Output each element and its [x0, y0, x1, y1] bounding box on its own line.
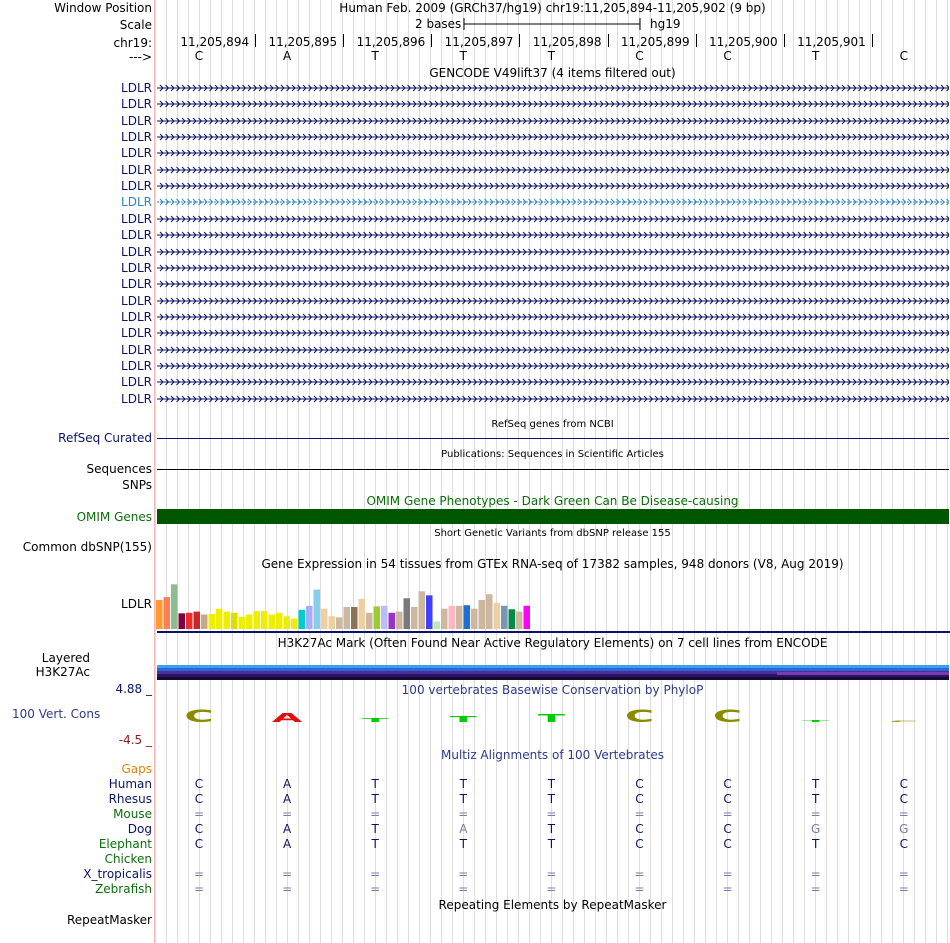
gtex-tissue-bar[interactable] [216, 609, 223, 629]
gencode-transcript[interactable] [157, 214, 949, 224]
gencode-transcript-label[interactable]: LDLR [121, 391, 152, 406]
multiz-base: = [193, 867, 205, 881]
gencode-transcript-label[interactable]: LDLR [121, 97, 152, 112]
publications-line[interactable] [157, 469, 949, 470]
multiz-base: = [898, 807, 909, 821]
gtex-tissue-bar[interactable] [419, 591, 426, 629]
multiz-base: = [634, 882, 645, 896]
gencode-transcript-label[interactable]: LDLR [121, 244, 152, 259]
multiz-base: G [899, 822, 909, 836]
scale-text: 2 bases [415, 17, 462, 31]
gtex-tissue-bar[interactable] [381, 606, 388, 629]
publications-title: Publications: Sequences in Scientific Articles [441, 449, 664, 460]
phylop-logo-letter: T [361, 716, 389, 724]
gtex-tissue-bar[interactable] [479, 600, 486, 629]
gencode-transcript[interactable] [157, 296, 949, 306]
multiz-base: A [459, 822, 468, 836]
gtex-tissue-bar[interactable] [411, 607, 418, 629]
gtex-tissue-bar[interactable] [239, 617, 246, 629]
multiz-base: C [635, 837, 644, 851]
multiz-base: = [546, 882, 557, 896]
coordinate-label: 11,205,899 [620, 35, 690, 49]
gtex-tissue-bar[interactable] [471, 609, 478, 629]
scale-label: Scale [119, 18, 152, 32]
gencode-transcript[interactable] [157, 83, 949, 93]
reference-base: T [459, 49, 467, 63]
gtex-tissue-bar[interactable] [359, 599, 366, 629]
multiz-base: C [194, 822, 204, 836]
gencode-transcript-label[interactable]: LDLR [121, 81, 152, 95]
coordinate-label: 11,205,900 [708, 35, 778, 49]
repeatmasker-label[interactable]: RepeatMasker [66, 913, 152, 927]
gencode-transcript-label[interactable]: LDLR [121, 211, 152, 226]
multiz-base: = [282, 867, 293, 881]
multiz-base: C [723, 777, 732, 791]
multiz-base: C [194, 792, 204, 806]
reference-base: C [899, 49, 908, 63]
multiz-base: A [282, 792, 292, 806]
gtex-tissue-bar[interactable] [201, 615, 208, 630]
gtex-tissue-bar[interactable] [291, 619, 298, 629]
gencode-transcript[interactable] [157, 116, 949, 126]
gtex-tissue-bar[interactable] [516, 612, 523, 629]
gtex-tissue-bar[interactable] [501, 606, 508, 629]
multiz-species-label[interactable]: Rhesus [108, 792, 152, 806]
phylop-label[interactable]: 100 Vert. Cons [12, 707, 101, 721]
multiz-base: = [370, 867, 381, 881]
multiz-base: = [370, 882, 381, 896]
gtex-tissue-bar[interactable] [321, 609, 328, 629]
phylop-logo-letter: T [537, 711, 565, 725]
gencode-transcript-label[interactable]: LDLR [121, 293, 152, 308]
gtex-tissue-bar[interactable] [494, 603, 501, 629]
multiz-base: = [546, 807, 557, 821]
gtex-tissue-bar[interactable] [524, 606, 531, 629]
gtex-tissue-bar[interactable] [254, 611, 261, 629]
gtex-tissue-bar[interactable] [351, 607, 358, 629]
multiz-base: = [722, 867, 733, 881]
gtex-tissue-bar[interactable] [284, 616, 291, 629]
multiz-base: C [723, 792, 732, 806]
gencode-transcript[interactable] [157, 263, 949, 273]
multiz-base: = [458, 882, 469, 896]
gencode-transcript-label[interactable]: LDLR [121, 277, 152, 292]
multiz-base: T [547, 837, 556, 851]
gtex-tissue-bar[interactable] [156, 600, 163, 629]
gencode-transcript[interactable] [157, 361, 949, 371]
gencode-transcript-label[interactable]: LDLR [121, 179, 152, 194]
gtex-tissue-bar[interactable] [396, 612, 403, 629]
gencode-transcript-label[interactable]: LDLR [121, 113, 152, 128]
scale-db: hg19 [650, 17, 681, 31]
gtex-tissue-bar[interactable] [374, 606, 381, 629]
multiz-base: T [459, 777, 467, 791]
gtex-tissue-bar[interactable] [336, 617, 343, 629]
gtex-tissue-bar[interactable] [389, 613, 396, 629]
phylop-title: 100 vertebrates Basewise Conservation by PhyloP [401, 683, 704, 697]
gencode-transcript-label[interactable]: LDLR [121, 309, 152, 324]
phylop-logo-letter: A [271, 710, 303, 725]
h3k27ac-label[interactable]: Layered H3K27Ac [35, 651, 90, 679]
gencode-transcript[interactable] [157, 132, 949, 142]
multiz-base: = [458, 867, 469, 881]
gencode-transcript[interactable] [157, 328, 949, 338]
gtex-tissue-bar[interactable] [246, 615, 253, 630]
multiz-species-label[interactable]: Human [108, 777, 152, 791]
gtex-tissue-bar[interactable] [306, 606, 313, 629]
gtex-tissue-bar[interactable] [404, 598, 411, 629]
gencode-transcript-label[interactable]: LDLR [121, 326, 152, 341]
strand-label: ---> [128, 50, 152, 64]
repeatmasker-title: Repeating Elements by RepeatMasker [438, 898, 667, 912]
phylop-logo[interactable] [155, 695, 950, 740]
refseq-title: RefSeq genes from NCBI [491, 419, 614, 430]
multiz-species-label[interactable]: Gaps [121, 762, 152, 776]
dbsnp-title: Short Genetic Variants from dbSNP release 155 [434, 528, 671, 539]
gtex-tissue-bar[interactable] [164, 597, 171, 629]
multiz-base: = [722, 882, 733, 896]
reference-base: C [194, 49, 204, 63]
gencode-transcript-label[interactable]: LDLR [121, 130, 152, 145]
gencode-transcript[interactable] [157, 247, 949, 257]
multiz-base: T [459, 792, 467, 806]
multiz-base: = [898, 882, 909, 896]
multiz-base: C [899, 792, 908, 806]
multiz-base: = [810, 882, 821, 896]
multiz-base: C [635, 822, 644, 836]
gtex-tissue-bar[interactable] [194, 612, 201, 629]
h3k27ac-title: H3K27Ac Mark (Often Found Near Active Regulatory Elements) on 7 cell lines from ENCODE [277, 636, 828, 650]
gtex-tissue-bar[interactable] [314, 590, 321, 629]
multiz-base: = [722, 807, 733, 821]
coordinate-label: 11,205,896 [356, 35, 426, 49]
refseq-label[interactable]: RefSeq Curated [58, 431, 152, 445]
gtex-tissue-bar[interactable] [224, 612, 231, 629]
gencode-transcript-label[interactable]: LDLR [121, 342, 152, 357]
gtex-title: Gene Expression in 54 tissues from GTEx RNA-seq of 17382 samples, 948 donors (V8, Aug 2019) [261, 557, 844, 571]
gencode-transcript-label[interactable]: LDLR [121, 146, 152, 161]
gtex-tissue-bar[interactable] [209, 614, 216, 629]
multiz-base: C [635, 777, 644, 791]
reference-base: T [812, 49, 820, 63]
scale-bar [462, 17, 644, 31]
gtex-tissue-bar[interactable] [426, 595, 433, 629]
refseq-gene-line[interactable] [157, 438, 949, 439]
chrom-label: chr19: [113, 36, 152, 50]
gtex-tissue-bar[interactable] [344, 607, 351, 629]
omim-title: OMIM Gene Phenotypes - Dark Green Can Be Disease-causing [366, 494, 739, 508]
phylop-logo-letter: C [624, 707, 655, 727]
window-position-label: Window Position [54, 1, 152, 15]
gtex-tissue-bar[interactable] [171, 584, 178, 629]
gencode-transcript[interactable] [157, 197, 949, 207]
multiz-base: T [547, 822, 556, 836]
gencode-transcript[interactable] [157, 345, 949, 355]
multiz-base: C [899, 777, 908, 791]
multiz-species-label[interactable]: X_tropicalis [83, 867, 152, 881]
assembly-title: Human Feb. 2009 (GRCh37/hg19) chr19:11,205,894-11,205,902 (9 bp) [339, 1, 766, 15]
multiz-base: = [634, 807, 645, 821]
phylop-logo-letter: C [889, 720, 919, 723]
multiz-base: C [723, 837, 732, 851]
multiz-base: = [282, 882, 293, 896]
gtex-tissue-bar[interactable] [509, 609, 516, 629]
phylop-logo-letter: C [184, 707, 214, 727]
gtex-tissue-bar[interactable] [486, 594, 493, 629]
multiz-species-label[interactable]: Elephant [98, 837, 152, 851]
gtex-tissue-bar[interactable] [366, 613, 373, 629]
multiz-base: T [812, 792, 820, 806]
multiz-base: = [370, 807, 381, 821]
multiz-title: Multiz Alignments of 100 Vertebrates [440, 748, 665, 762]
gencode-transcript[interactable] [157, 165, 949, 175]
multiz-base: T [459, 837, 467, 851]
gencode-transcript[interactable] [157, 181, 949, 191]
multiz-base: = [193, 807, 205, 821]
publications-label[interactable]: Sequences [86, 462, 152, 476]
omim-gene-bar[interactable] [157, 509, 949, 524]
gencode-transcript[interactable] [157, 279, 949, 289]
gencode-transcript[interactable] [157, 312, 949, 322]
multiz-base: = [546, 867, 557, 881]
phylop-logo-letter: T [802, 719, 830, 723]
gtex-tissue-bar[interactable] [434, 621, 441, 629]
gtex-tissue-bar[interactable] [179, 613, 186, 629]
coordinate-label: 11,205,894 [180, 35, 250, 49]
phylop-logo-letter: C [713, 707, 743, 727]
omim-label[interactable]: OMIM Genes [76, 510, 152, 524]
h3k27ac-signal[interactable] [157, 665, 949, 681]
dbsnp-label[interactable]: Common dbSNP(155) [22, 540, 152, 554]
multiz-base: A [282, 837, 292, 851]
multiz-base: T [812, 777, 820, 791]
gtex-tissue-bar[interactable] [449, 606, 456, 629]
phylop-logo-letter: T [449, 714, 477, 725]
gencode-transcript-label[interactable]: LDLR [121, 358, 152, 373]
multiz-base: = [458, 807, 469, 821]
multiz-base: T [547, 792, 556, 806]
gtex-tissue-bar[interactable] [261, 611, 268, 629]
multiz-base: = [634, 867, 645, 881]
gtex-tissue-bar[interactable] [464, 605, 471, 629]
coordinate-label: 11,205,901 [797, 35, 866, 49]
multiz-base: = [282, 807, 293, 821]
multiz-base: T [547, 777, 556, 791]
gtex-tissue-bar[interactable] [231, 613, 238, 629]
coordinate-tick [872, 34, 873, 47]
reference-base: T [371, 49, 379, 63]
multiz-base: A [282, 822, 292, 836]
gtex-tissue-bar[interactable] [299, 610, 306, 629]
gencode-transcript[interactable] [157, 99, 949, 109]
reference-base: C [723, 49, 732, 63]
snps-label[interactable]: SNPs [122, 478, 152, 492]
gencode-transcript-label[interactable]: LDLR [121, 195, 152, 210]
multiz-base: T [812, 837, 820, 851]
gtex-expression-chart[interactable] [155, 571, 950, 633]
label-column-border [154, 0, 155, 943]
multiz-base: = [810, 867, 821, 881]
gtex-tissue-bar[interactable] [269, 615, 276, 630]
gencode-transcript[interactable] [157, 148, 949, 158]
gtex-tissue-bar[interactable] [276, 613, 283, 629]
multiz-base: T [371, 792, 379, 806]
gencode-transcript-label[interactable]: LDLR [121, 228, 152, 243]
gtex-label[interactable]: LDLR [121, 597, 152, 611]
gencode-transcript[interactable] [157, 230, 949, 240]
multiz-species-label[interactable]: Dog [127, 822, 152, 836]
multiz-base: C [635, 792, 644, 806]
gencode-transcript-label[interactable]: LDLR [121, 260, 152, 275]
coordinate-label: 11,205,897 [444, 35, 514, 49]
multiz-base: G [811, 822, 821, 836]
coordinate-label: 11,205,898 [532, 35, 602, 49]
reference-base: A [282, 49, 292, 63]
multiz-species-label[interactable]: Mouse [113, 807, 152, 821]
phylop-ymax: 4.88 _ [115, 682, 152, 696]
multiz-base: T [371, 777, 379, 791]
multiz-base: C [723, 822, 732, 836]
multiz-species-label[interactable]: Chicken [104, 852, 152, 866]
reference-base: C [635, 49, 644, 63]
multiz-base: C [194, 837, 204, 851]
gencode-transcript[interactable] [157, 394, 949, 404]
gtex-tissue-bar[interactable] [329, 616, 336, 629]
coordinate-label: 11,205,895 [268, 35, 338, 49]
multiz-base: T [371, 822, 379, 836]
multiz-base: T [371, 837, 379, 851]
multiz-base: C [899, 837, 908, 851]
reference-base: T [547, 49, 556, 63]
multiz-base: C [194, 777, 204, 791]
gencode-transcript[interactable] [157, 377, 949, 387]
multiz-species-label[interactable]: Zebrafish [95, 882, 152, 896]
gencode-transcript-label[interactable]: LDLR [121, 375, 152, 390]
gtex-tissue-bar[interactable] [186, 613, 193, 629]
gencode-transcript-label[interactable]: LDLR [121, 162, 152, 177]
gtex-tissue-bar[interactable] [456, 606, 463, 629]
phylop-ymin: -4.5 _ [118, 733, 152, 747]
multiz-base: A [282, 777, 292, 791]
gencode-title: GENCODE V49lift37 (4 items filtered out) [429, 66, 676, 80]
gtex-tissue-bar[interactable] [441, 609, 448, 629]
multiz-base: = [810, 807, 821, 821]
multiz-base: = [193, 882, 205, 896]
multiz-base: = [898, 867, 909, 881]
